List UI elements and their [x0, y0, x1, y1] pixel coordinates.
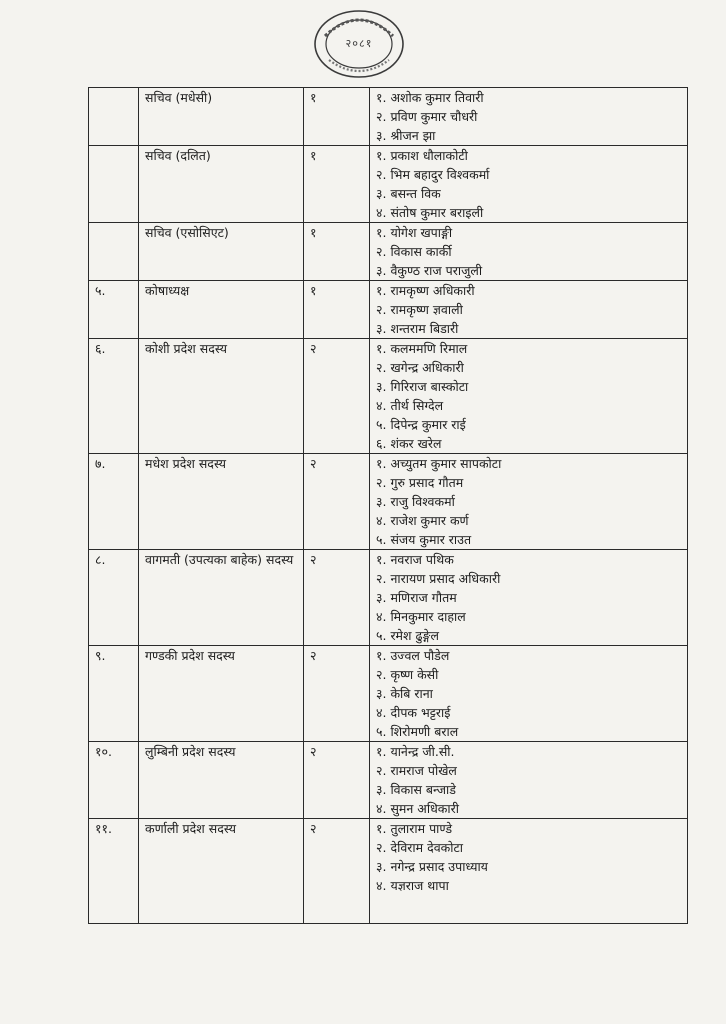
candidate-name: २. देविराम देवकोटा [376, 840, 464, 855]
serial-number: १०. [89, 742, 139, 819]
candidate-list [370, 146, 688, 223]
candidate-name: ३. शन्तराम बिडारी [376, 321, 459, 336]
table-row [89, 550, 688, 646]
seat-count: २ [304, 819, 370, 924]
candidate-name: २. रामराज पोखेल [376, 763, 457, 778]
candidate-list [370, 454, 688, 550]
candidate-name: ३. गिरिराज बास्कोटा [376, 379, 469, 394]
serial-number: ५. [89, 281, 139, 339]
candidate-name: ५. रमेश ढुङ्गेल [376, 628, 439, 643]
table-body [89, 88, 688, 924]
serial-number [89, 223, 139, 281]
organization-seal [311, 6, 407, 78]
candidate-name: ४. यज्ञराज थापा [376, 878, 449, 893]
candidate-name: ४. तीर्थ सिग्देल [376, 398, 444, 413]
candidate-name: ३. नगेन्द्र प्रसाद उपाध्याय [376, 859, 488, 874]
table-row [89, 223, 688, 281]
table-row [89, 339, 688, 454]
candidate-name: ४. संतोष कुमार बराइली [376, 205, 484, 220]
post-title: गण्डकी प्रदेश सदस्य [139, 646, 304, 742]
candidate-name: २. कृष्ण केसी [376, 667, 439, 682]
serial-number: ११. [89, 819, 139, 924]
candidate-name: ३. मणिराज गौतम [376, 590, 457, 605]
candidate-list [370, 88, 688, 146]
seat-count: २ [304, 339, 370, 454]
seat-count: १ [304, 88, 370, 146]
blank-space [376, 895, 681, 923]
candidate-name: ३. बसन्त विक [376, 186, 441, 201]
seat-count: २ [304, 646, 370, 742]
post-title: मधेश प्रदेश सदस्य [139, 454, 304, 550]
candidate-name: ३. केबि राना [376, 686, 433, 701]
candidate-name: ३. विकास बन्जाडे [376, 782, 456, 797]
office-bearer-table [88, 87, 688, 924]
table-row [89, 819, 688, 924]
seat-count: २ [304, 550, 370, 646]
candidate-name: २. गुरु प्रसाद गौतम [376, 475, 464, 490]
candidate-name: १. तुलाराम पाण्डे [376, 821, 453, 836]
post-title: कर्णाली प्रदेश सदस्य [139, 819, 304, 924]
table-row [89, 146, 688, 223]
candidate-name: ३. श्रीजन झा [376, 128, 436, 143]
candidate-name: १. कलममणि रिमाल [376, 341, 468, 356]
candidate-list [370, 742, 688, 819]
candidate-name: १. प्रकाश धौलाकोटी [376, 148, 468, 163]
table-row [89, 454, 688, 550]
candidate-name: ४. दीपक भट्टराई [376, 705, 451, 720]
candidate-name: १. यानेन्द्र जी.सी. [376, 744, 455, 759]
serial-number [89, 88, 139, 146]
candidate-name: ५. दिपेन्द्र कुमार राई [376, 417, 466, 432]
table-row [89, 742, 688, 819]
candidate-list [370, 339, 688, 454]
post-title: कोषाध्यक्ष [139, 281, 304, 339]
candidate-name: २. खगेन्द्र अधिकारी [376, 360, 464, 375]
candidate-name: २. भिम बहादुर विश्वकर्मा [376, 167, 490, 182]
seat-count: १ [304, 223, 370, 281]
candidate-name: १. उज्वल पौडेल [376, 648, 450, 663]
seat-count: १ [304, 146, 370, 223]
post-title: लुम्बिनी प्रदेश सदस्य [139, 742, 304, 819]
seat-count: १ [304, 281, 370, 339]
candidate-name: ६. शंकर खरेल [376, 436, 442, 451]
candidate-name: २. नारायण प्रसाद अधिकारी [376, 571, 501, 586]
serial-number [89, 146, 139, 223]
seat-count: २ [304, 454, 370, 550]
candidate-name: ५. शिरोमणी बराल [376, 724, 459, 739]
serial-number: ८. [89, 550, 139, 646]
post-title: कोशी प्रदेश सदस्य [139, 339, 304, 454]
table-row [89, 646, 688, 742]
candidate-name: १. योगेश खपाङ्गी [376, 225, 453, 240]
candidate-name: २. रामकृष्ण ज्ञवाली [376, 302, 463, 317]
candidate-name: २. प्रविण कुमार चौधरी [376, 109, 478, 124]
candidate-name: ४. सुमन अधिकारी [376, 801, 459, 816]
post-title: सचिव (मधेसी) [139, 88, 304, 146]
table-row [89, 88, 688, 146]
candidate-list [370, 550, 688, 646]
candidate-name: २. विकास कार्की [376, 244, 452, 259]
candidate-name: ३. राजु विश्वकर्मा [376, 494, 455, 509]
seat-count: २ [304, 742, 370, 819]
post-title: सचिव (दलित) [139, 146, 304, 223]
candidate-list [370, 819, 688, 924]
seal-year: २०८१ [345, 37, 373, 50]
candidate-name: १. रामकृष्ण अधिकारी [376, 283, 475, 298]
candidate-name: ३. वैकुण्ठ राज पराजुली [376, 263, 483, 278]
candidate-list [370, 281, 688, 339]
serial-number: ९. [89, 646, 139, 742]
table-row [89, 281, 688, 339]
candidate-name: ४. मिनकुमार दाहाल [376, 609, 466, 624]
serial-number: ६. [89, 339, 139, 454]
serial-number: ७. [89, 454, 139, 550]
post-title: वागमती (उपत्यका बाहेक) सदस्य [139, 550, 304, 646]
candidate-name: १. अच्युतम कुमार सापकोटा [376, 456, 502, 471]
post-title: सचिव (एसोसिएट) [139, 223, 304, 281]
candidate-list [370, 646, 688, 742]
candidate-name: १. अशोक कुमार तिवारी [376, 90, 484, 105]
candidate-name: ४. राजेश कुमार कर्ण [376, 513, 469, 528]
candidate-name: १. नवराज पथिक [376, 552, 454, 567]
candidate-name: ५. संजय कुमार राउत [376, 532, 472, 547]
candidate-list [370, 223, 688, 281]
